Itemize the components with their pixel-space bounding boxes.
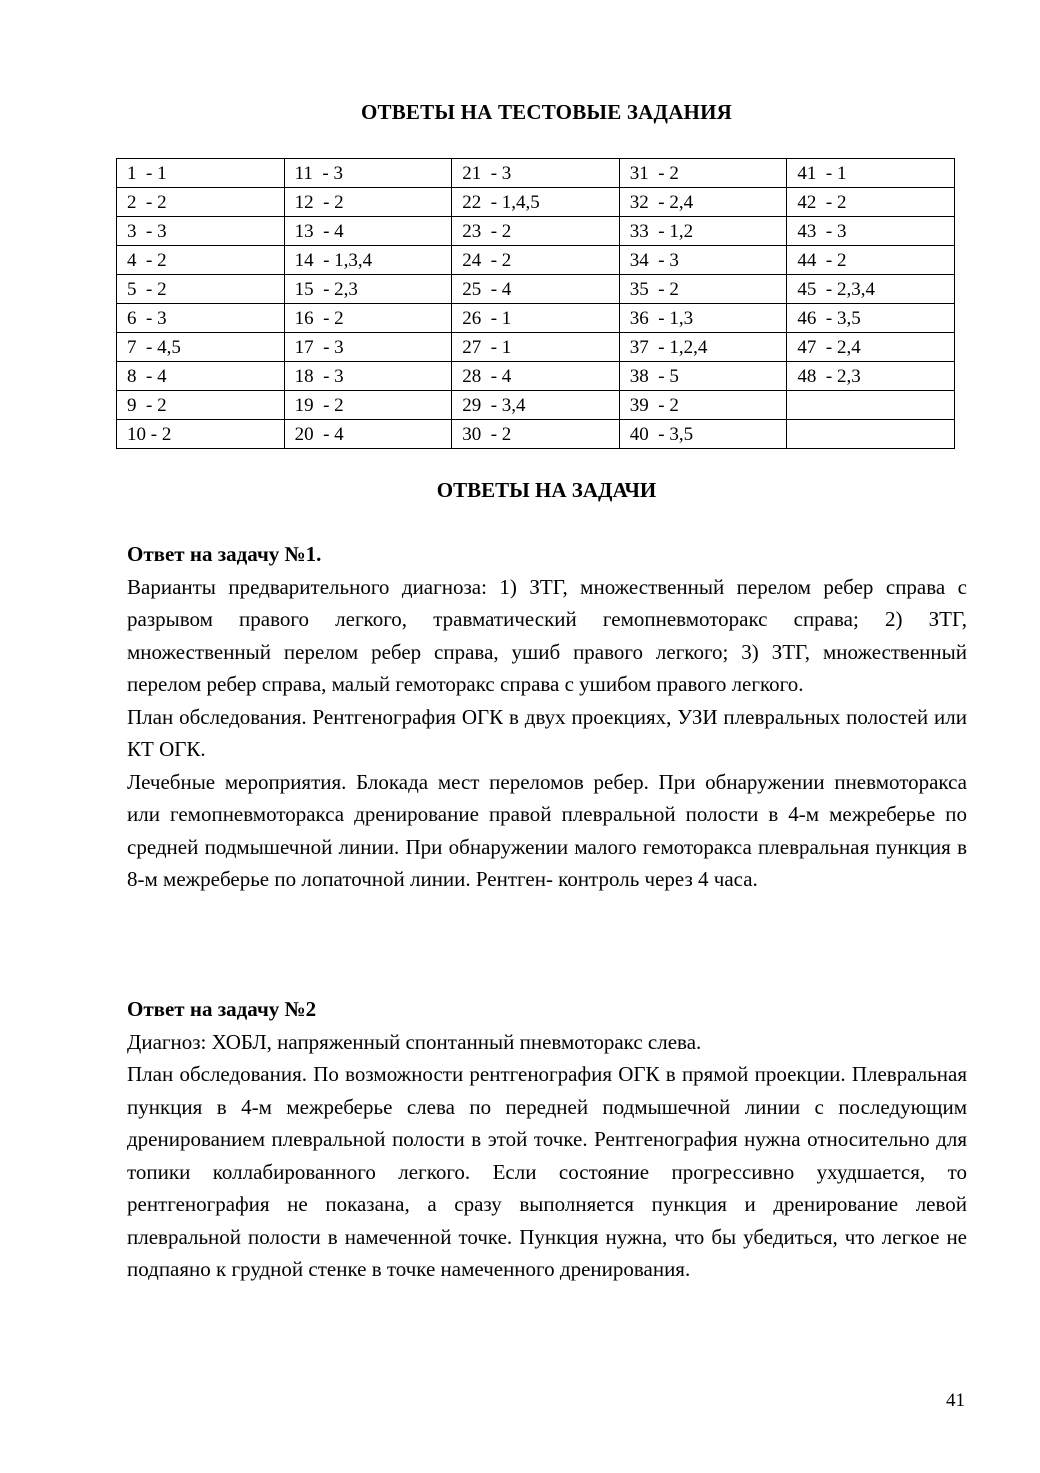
- table-cell: 34 - 3: [619, 246, 787, 275]
- table-cell: 15 - 2,3: [284, 275, 452, 304]
- table-cell: 6 - 3: [117, 304, 285, 333]
- table-cell: 4 - 2: [117, 246, 285, 275]
- answers-table-body: [117, 159, 955, 449]
- table-cell: 12 - 2: [284, 188, 452, 217]
- table-row: [117, 275, 955, 304]
- table-cell: 36 - 1,3: [619, 304, 787, 333]
- table-cell: 5 - 2: [117, 275, 285, 304]
- table-cell: 22 - 1,4,5: [452, 188, 620, 217]
- table-row: [117, 333, 955, 362]
- table-cell: 11 - 3: [284, 159, 452, 188]
- task1-title: Ответ на задачу №1.: [127, 542, 322, 566]
- page-number: 41: [946, 1390, 965, 1411]
- table-cell: 26 - 1: [452, 304, 620, 333]
- heading-task-answers: ОТВЕТЫ НА ЗАДАЧИ: [436, 478, 657, 502]
- table-cell: 29 - 3,4: [452, 391, 620, 420]
- table-cell: 3 - 3: [117, 217, 285, 246]
- table-cell: 33 - 1,2: [619, 217, 787, 246]
- table-cell: 13 - 4: [284, 217, 452, 246]
- task2-title: Ответ на задачу №2: [127, 997, 317, 1021]
- table-row: [117, 391, 955, 420]
- table-cell: 48 - 2,3: [787, 362, 955, 391]
- table-cell: 21 - 3: [452, 159, 620, 188]
- table-cell: 32 - 2,4: [619, 188, 787, 217]
- table-cell: 18 - 3: [284, 362, 452, 391]
- table-cell: 28 - 4: [452, 362, 620, 391]
- table-cell: 47 - 2,4: [787, 333, 955, 362]
- table-cell: 31 - 2: [619, 159, 787, 188]
- task2-paragraph: Диагноз: ХОБЛ, напряженный спонтанный пневмоторакс слева.: [127, 1029, 702, 1054]
- table-cell: 38 - 5: [619, 362, 787, 391]
- table-cell: 25 - 4: [452, 275, 620, 304]
- table-cell: 43 - 3: [787, 217, 955, 246]
- table-cell: 1 - 1: [117, 159, 285, 188]
- table-cell: 20 - 4: [284, 420, 452, 449]
- table-cell: [787, 420, 955, 449]
- table-cell: 2 - 2: [117, 188, 285, 217]
- table-row: [117, 420, 955, 449]
- task2-section: [127, 993, 967, 1286]
- table-cell: 46 - 3,5: [787, 304, 955, 333]
- table-cell: 14 - 1,3,4: [284, 246, 452, 275]
- table-row: [117, 246, 955, 275]
- table-cell: 44 - 2: [787, 246, 955, 275]
- task1-section: [127, 538, 967, 896]
- table-cell: 40 - 3,5: [619, 420, 787, 449]
- table-row: [117, 188, 955, 217]
- table-cell: 7 - 4,5: [117, 333, 285, 362]
- table-cell: 24 - 2: [452, 246, 620, 275]
- task1-paragraph: Лечебные мероприятия. Блокада мест переломов ребер. При обнаружении пневмоторакса или гемопневмоторакса дренирование правой плевральной полости в 4-м межреберье по средней подмышечной линии. При обнаружении малого гемоторакса плевральная пункция в 8-м межреберье по лопаточной линии. Рентген- контроль через 4 часа.: [127, 769, 967, 891]
- table-cell: 16 - 2: [284, 304, 452, 333]
- answers-table: [116, 158, 955, 449]
- table-cell: 8 - 4: [117, 362, 285, 391]
- table-cell: 10 - 2: [117, 420, 285, 449]
- table-row: [117, 217, 955, 246]
- table-cell: 30 - 2: [452, 420, 620, 449]
- table-cell: [787, 391, 955, 420]
- task1-paragraph: План обследования. Рентгенография ОГК в двух проекциях, УЗИ плевральных полостей или КТ ОГК.: [127, 704, 967, 761]
- table-cell: 27 - 1: [452, 333, 620, 362]
- task1-paragraph: Варианты предварительного диагноза: 1) ЗТГ, множественный перелом ребер справа с разрывом правого легкого, травматический гемопневмоторакс справа; 2) ЗТГ, множественный перелом ребер справа, ушиб правого легкого; 3) ЗТГ, множественный перелом ребер справа, малый гемоторакс справа с ушибом правого легкого.: [127, 574, 967, 696]
- table-cell: 41 - 1: [787, 159, 955, 188]
- task2-paragraph: План обследования. По возможности рентгенография ОГК в прямой проекции. Плевральная пункция в 4-м межреберье слева по передней подмышечной линии с последующим дренированием плевральной полости в этой точке. Рентгенография нужна относительно для топики коллабированного легкого. Если состояние прогрессивно ухудшается, то рентгенография не показана, а сразу выполняется пункция и дренирование левой плевральной полости в намеченной точке. Пункция нужна, что бы убедиться, что легкое не подпаяно к грудной стенке в точке намеченного дренирования.: [127, 1062, 967, 1281]
- table-cell: 42 - 2: [787, 188, 955, 217]
- heading-test-answers: ОТВЕТЫ НА ТЕСТОВЫЕ ЗАДАНИЯ: [360, 100, 732, 124]
- table-cell: 9 - 2: [117, 391, 285, 420]
- table-cell: 37 - 1,2,4: [619, 333, 787, 362]
- table-cell: 17 - 3: [284, 333, 452, 362]
- table-row: [117, 304, 955, 333]
- table-cell: 39 - 2: [619, 391, 787, 420]
- table-cell: 19 - 2: [284, 391, 452, 420]
- table-row: [117, 362, 955, 391]
- table-cell: 45 - 2,3,4: [787, 275, 955, 304]
- table-cell: 23 - 2: [452, 217, 620, 246]
- table-cell: 35 - 2: [619, 275, 787, 304]
- table-row: [117, 159, 955, 188]
